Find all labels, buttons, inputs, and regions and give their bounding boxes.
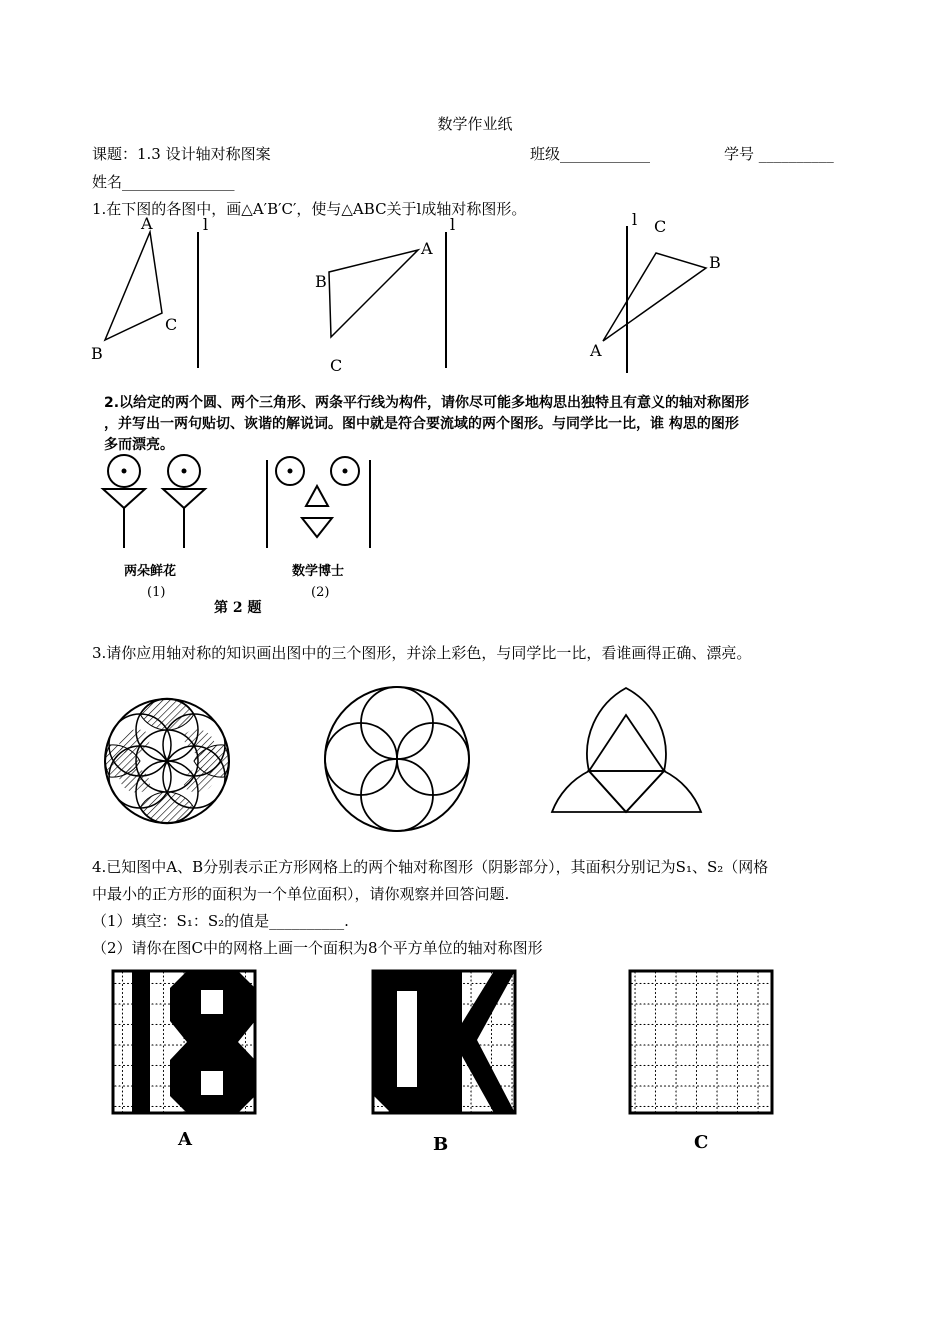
q1-fig1-label-a: A bbox=[141, 214, 153, 233]
q1-fig3-axis-label: l bbox=[632, 210, 638, 229]
name-field: 姓名_______________ bbox=[92, 173, 235, 191]
q1-fig3-label-a: A bbox=[590, 341, 602, 360]
q2-fig2-caption: 数学博士 bbox=[292, 564, 345, 579]
q1-fig2-axis-label: l bbox=[450, 215, 456, 234]
q2-line-3: 多而漂亮。 bbox=[104, 437, 174, 453]
q1-fig1-label-b: B bbox=[91, 344, 103, 363]
page-title: 数学作业纸 bbox=[437, 115, 513, 133]
q1-fig1-axis-label: l bbox=[203, 215, 209, 234]
q1-fig1-label-c: C bbox=[165, 315, 178, 334]
q2-line-2: ，并写出一两句贴切、诙谐的解说词。图中就是符合要流域的两个图形。与同学比一比，谁 构思的图形 bbox=[104, 416, 739, 432]
q4-grid-c bbox=[630, 971, 772, 1113]
q1-fig2-label-b: B bbox=[315, 272, 327, 291]
q2-fig1-number: (1) bbox=[147, 585, 166, 600]
q3-text: 3.请你应用轴对称的知识画出图中的三个图形，并涂上彩色，与同学比一比，看谁画得正确、漂亮。 bbox=[92, 644, 752, 662]
q1-fig2-label-a: A bbox=[421, 239, 433, 258]
q4-line-1: 4.已知图中A、B分别表示正方形网格上的两个轴对称图形（阴影部分），其面积分别记为S₁、S₂（网格 bbox=[92, 858, 769, 876]
q4-label-b: B bbox=[433, 1134, 449, 1155]
q4-label-c: C bbox=[694, 1132, 709, 1153]
q4-grid-a bbox=[113, 971, 255, 1113]
q2-line-1: 2.以给定的两个圆、两个三角形、两条平行线为构件，请你尽可能多地构思出独特且有意义的轴对称图形 bbox=[104, 395, 750, 411]
q4-line-2: 中最小的正方形的面积为一个单位面积），请你观察并回答问题. bbox=[92, 885, 510, 903]
q4-part-1: （1）填空：S₁：S₂的值是__________. bbox=[92, 912, 349, 930]
q2-figure-title: 第 2 题 bbox=[214, 600, 262, 616]
q4-label-a: A bbox=[178, 1129, 192, 1150]
q1-fig2-label-c: C bbox=[330, 356, 343, 375]
q1-fig3-label-b: B bbox=[709, 253, 721, 272]
q1-text: 1.在下图的各图中，画△A′B′C′，使与△ABC关于l成轴对称图形。 bbox=[92, 200, 527, 218]
q2-fig1-caption: 两朵鲜花 bbox=[124, 564, 177, 579]
q4-grid-b bbox=[373, 971, 515, 1113]
q2-fig2-number: (2) bbox=[311, 585, 330, 600]
q1-fig3-label-c: C bbox=[654, 217, 667, 236]
q4-part-2: （2）请你在图C中的网格上画一个面积为8个平方单位的轴对称图形 bbox=[92, 939, 543, 957]
topic-label: 课题：1.3 设计轴对称图案 bbox=[92, 145, 271, 163]
student-number-field: 学号 __________ bbox=[724, 145, 834, 163]
class-field: 班级____________ bbox=[530, 145, 651, 163]
